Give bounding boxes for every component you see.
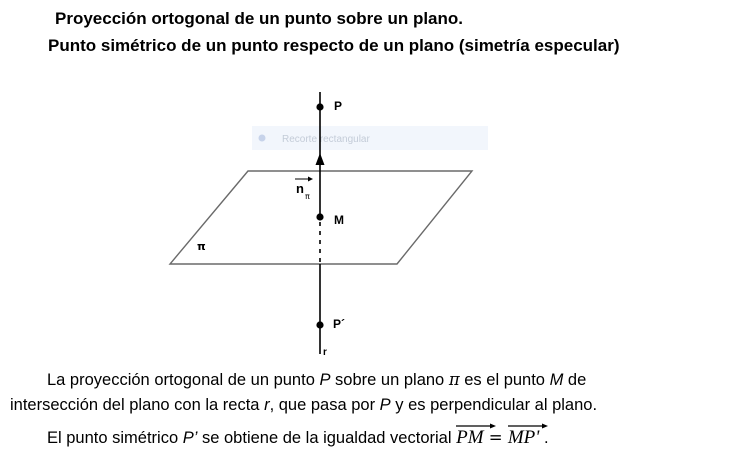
label-M: M (334, 213, 344, 227)
paragraph-line-3 (47, 423, 549, 449)
text-segment: . (539, 429, 549, 447)
text-segment: intersección del plano con la recta (10, 396, 265, 414)
text-segment: , que pasa por (269, 396, 380, 414)
vector-arrow-icon (508, 423, 548, 429)
symbol-P: P (319, 371, 331, 389)
title-line-1: Proyección ortogonal de un punto sobre un plano. (55, 9, 464, 28)
point-P (316, 103, 323, 110)
normal-label-arrowhead (308, 177, 313, 182)
overlay-text: Recorte rectangular (282, 134, 370, 145)
symbol-M: M (549, 371, 564, 389)
symbol-P-prime: P’ (182, 429, 198, 447)
label-pi: π (197, 240, 206, 253)
label-P-prime: P´ (333, 317, 345, 331)
symbol-pi: π (448, 370, 460, 389)
text-segment: La proyección ortogonal de un punto (47, 371, 320, 389)
normal-vector-arrowhead (316, 153, 325, 165)
point-M (316, 213, 323, 220)
title-line-2: Punto simétrico de un punto respecto de un plano (simetría especular) (48, 36, 620, 55)
symbol-P: P (379, 396, 391, 414)
text-segment: se obtiene de la igualdad vectorial (197, 429, 457, 447)
label-r: r (323, 347, 327, 358)
vector-PM-label: PM (456, 427, 484, 448)
equals-sign: = (483, 428, 508, 447)
overlay-icon (259, 135, 266, 142)
vector-arrow-icon (456, 423, 496, 429)
text-segment: y es perpendicular al plano. (390, 396, 598, 414)
text-segment: de (563, 371, 587, 389)
paragraph-line-1 (47, 370, 586, 390)
normal-vector-subscript: π (305, 192, 310, 201)
projection-diagram (150, 62, 490, 362)
point-P-prime (316, 321, 323, 328)
paragraph-line-2 (10, 396, 597, 415)
vector-MP-prime-label: MP' (507, 427, 540, 448)
text-segment: El punto simétrico (47, 429, 183, 447)
text-segment: sobre un plano (330, 371, 449, 389)
symbol-r: r (264, 396, 270, 414)
text-segment: es el punto (459, 371, 550, 389)
vector-MP-prime (508, 423, 540, 449)
label-P: P (334, 99, 343, 113)
normal-vector-label: n (296, 181, 304, 196)
vector-PM (456, 423, 483, 449)
